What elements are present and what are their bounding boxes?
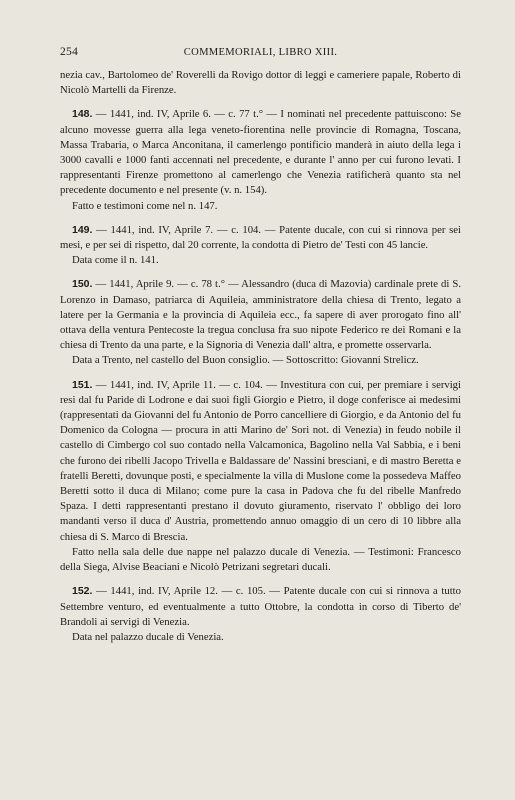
entry-note: Data come il n. 141. — [72, 254, 159, 267]
entry-number: 148. — [72, 108, 93, 121]
continuation-paragraph: nezia cav., Bartolomeo de' Roverelli da Rovigo dottor di leggi e cameriere papale, Roberto di Nicolò Martelli da Firenze. — [60, 69, 461, 97]
entry-text: — 1441, ind. IV, Aprile 7. — c. 104. — Patente ducale, con cui si rinnova per sei mesi, e per sei di rispetto, dal 20 corrente, la condotta di Pietro de' Testi con 45 lancie. — [60, 223, 461, 252]
entry-148 — [60, 107, 461, 213]
entry-note: Data nel palazzo ducale di Venezia. — [72, 630, 224, 643]
entry-body — [60, 107, 461, 198]
entry-body — [60, 277, 461, 353]
entry-149 — [60, 223, 461, 269]
entry-152 — [60, 584, 461, 645]
entry-number: 152. — [72, 585, 93, 598]
entry-number: 149. — [72, 223, 93, 236]
entry-number: 150. — [72, 278, 93, 291]
entry-text: — 1441, ind. IV, Aprile 11. — c. 104. — Investitura con cui, per premiare i servigi resi dal fu Paride di Lodrone e dai suoi figli Giorgio e Pietro, il doge conferisce ai medesimi (rappresentati da Giovanni del fu Antonio de Porro cancelliere di Giorgio, e da Antonio del fu Domenico da Cologna — procura in atti Marino de' Sori not. di Venezia) in feudo nobile il castello di Cimbergo col suo contado nella Valcamonica, Bagolino nella Val Sabbia, e i beni che furono dei ribelli Jacopo Trivella e Baldassare de' Nassini bresciani, e di mastro Beretta e fratelli Beretti, dovunque posti, e specialmente la villa di Muslone come la possedeva Maffeo Beretti sotto il duca di Milano; come pure la casa in Padova che fu del ribelle Manfredo Spaza. I detti rappresentanti prestano il dovuto giuramento, riservato l' obbligo dei loro mandanti verso il duca d' Austria, promettendo annuo omaggio di un cero di 10 libbre alla chiesa di S. Marco di Brescia. — [60, 378, 461, 543]
page-number: 254 — [60, 46, 79, 58]
entry-body — [60, 223, 461, 253]
entry-151 — [60, 378, 461, 576]
entry-note: Fatto e testimoni come nel n. 147. — [72, 199, 218, 212]
entry-text: — 1441, ind. IV, Aprile 12. — c. 105. — Patente ducale con cui si rinnova a tutto Settembre venturo, ed eventualmente a tutto Ottobre, la condotta in corso di Tiberto de' Brandoli ai servigi di Venezia. — [60, 585, 461, 628]
running-header — [60, 46, 461, 58]
entry-note: Fatto nella sala delle due nappe nel palazzo ducale di Venezia. — Testimoni: Francesco della Siega, Alvise Beaciani e Nicolò Petrizani segretari ducali. — [60, 545, 461, 574]
entry-body — [60, 378, 461, 545]
entry-number: 151. — [72, 378, 93, 391]
entry-150 — [60, 277, 461, 368]
running-title: COMMEMORIALI, LIBRO XIII. — [183, 47, 338, 58]
entry-note: Data a Trento, nel castello del Buon consiglio. — Sottoscritto: Giovanni Strelicz. — [72, 354, 419, 367]
entry-text: — 1441, Aprile 9. — c. 78 t.° — Alessandro (duca di Mazovia) cardinale prete di S. Lorenzo in Damaso, patriarca di Aquileia, amministratore della chiesa di Trento, legato a latere per la Germania e la provincia di Aquileia ecc., fa sapere di aver prorogato fino all' ottava della ventura Pentecoste la tregua conclusa fra suo nipote Federico re dei Romani e la chiesa di Trento da una parte, e la Signoria di Venezia dall' altra, e promette osservarla. — [60, 278, 461, 352]
entry-body — [60, 584, 461, 630]
entry-text: — 1441, ind. IV, Aprile 6. — c. 77 t.° — I nominati nel precedente pattuiscono: Se alcuno movesse guerra alla lega veneto-fiorentina nelle provincie di Romagna, Toscana, Massa Trabaria, o Marca Anconitana, il camerlengo pontificio manderà in aiuto della lega i 3000 cavalli e 1000 fanti accennati nel precedente, e durante l' anno per cui furono levati. I rappresentanti Firenze promettono al camerlengo che Venezia ratificherà quanto sta nel precedente documento e nel presente (v. n. 154). — [60, 108, 461, 197]
